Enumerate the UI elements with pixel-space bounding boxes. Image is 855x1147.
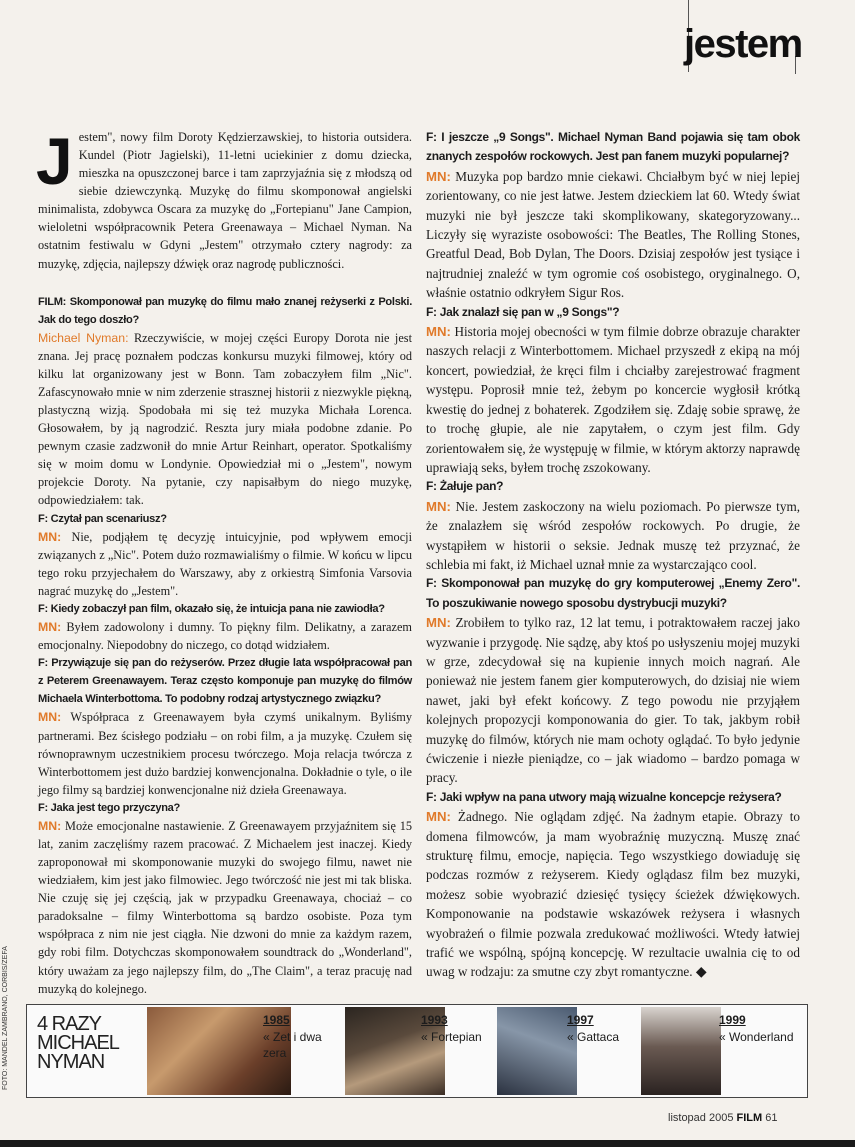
filmography-title: 4 RAZY MICHAEL NYMAN	[37, 1013, 119, 1073]
speaker-label: Michael Nyman:	[38, 330, 129, 345]
page-number: 61	[765, 1112, 778, 1124]
speaker-label: MN:	[426, 615, 451, 631]
film-title: « Zet i dwa zera	[263, 1030, 322, 1060]
bottom-rule	[0, 1140, 855, 1147]
speaker-label: MN:	[426, 809, 451, 825]
photo-credit: FOTO: MANDEL ZAMBRANO, CORBIS/ZEFA	[2, 946, 9, 1090]
answer-text: Rzeczywiście, w mojej części Europy Dorota nie jest znana. Jej pracę poznałem podczas konkursu muzyki filmowej, który od kilku lat organizowany jest w Bonn. Tam zobaczyłem film „Nic". Zafascynowało mnie w nim zderzenie strasznej historii z niezwykle piękną, plastyczną wizją. Spodobała mi się też muzyka Michała Lorenca. Głosowałem, by ją nagrodzić. Reszta jury miała podobne zdanie. Po pewnym czasie zadzwonił do mnie Artur Reinhart, operator. Spotkaliśmy się w moim domu w Londynie. Opowiedział mi o „Jestem", nowym projekcie Doroty. Na pytanie, czy napisałbym do niego muzykę, odpowiedziałem: tak.	[38, 330, 412, 508]
article-heading: jestem	[684, 22, 802, 66]
film-title: « Gattaca	[567, 1030, 620, 1044]
drop-cap: J	[36, 124, 73, 198]
article-column-right	[426, 128, 800, 983]
page-footer	[668, 1112, 778, 1124]
interview-answer	[426, 497, 800, 575]
end-diamond-icon: ◆	[695, 964, 707, 981]
film-year: 1985	[263, 1013, 290, 1027]
speaker-label: MN:	[38, 710, 62, 725]
interview-question: F: Żałuje pan?	[426, 479, 504, 494]
speaker-label: MN:	[426, 324, 451, 340]
interview-question: F: Jaki wpływ na pana utwory mają wizualne koncepcje reżysera?	[426, 789, 782, 804]
answer-text: Muzyka pop bardzo mnie ciekawi. Chciałbym być w niej lepiej zorientowany, co nie jest łatwe. Jestem dzieckiem lat 60. Wtedy świat muzyki nie był jeszcze taki skomplikowany, skategoryzowany... Liczyły się wyraziste osobowości: The Beatles, The Rolling Stones, Greatful Dead, Bob Dylan, The Doors. Dzisiaj zespołów jest tysiące i najtrudniej znaleźć w tym ogromie coś osobistego, oryginalnego. O, właśnie ostatnio odkryłem Sigur Ros.	[426, 168, 800, 301]
interview-question: F: Jak znalazł się pan w „9 Songs"?	[426, 304, 620, 319]
interview-answer	[426, 613, 800, 788]
film-year: 1993	[421, 1013, 448, 1027]
film-year: 1997	[567, 1013, 594, 1027]
answer-text: Może emocjonalne nastawienie. Z Greenawayem przyjaźnitem się 15 lat, zanim zaczęliśmy razem pracować. Z Michaelem jest inaczej. Kiedy zaproponował mi skomponowanie muzyki do swojego filmu, nawet nie wiedziałem, kim jest jako filmowiec. Jego twórczość nie jest mi tak bliska. Nie czuję się jej częścią, jak w przypadku Greenawaya, chociaż – co paradoksalne – filmy Winterbottoma są bardzo osobiste. Poza tym współpraca z nim nie jest ciągła. Nie dzwoni do mnie za każdym razem, gdy robi film. Dotychczas skomponowałem soundtrack do „Wonderland", który uważam za jego najlepszy film, do „The Claim", a teraz pracuję nad muzyką do kolejnego.	[38, 818, 412, 996]
interview-answer	[38, 708, 412, 798]
film-year: 1999	[719, 1013, 746, 1027]
speaker-label: MN:	[38, 620, 62, 635]
speaker-label: MN:	[426, 498, 451, 514]
speaker-label: MN:	[426, 168, 451, 184]
interview-answer	[38, 528, 412, 600]
interview-question: F: Jaka jest tego przyczyna?	[38, 801, 181, 814]
interview-question: FILM: Skomponował pan muzykę do filmu mało znanej reżyserki z Polski. Jak do tego doszło?	[38, 295, 412, 326]
speaker-label: MN:	[38, 818, 62, 833]
film-title: « Fortepian	[421, 1030, 482, 1044]
interview-question: F: Skomponował pan muzykę do gry komputerowej „Enemy Zero". To poszukiwanie nowego sposobu dystrybucji muzyki?	[426, 576, 800, 610]
answer-text: Zrobiłem to tylko raz, 12 lat temu, i potraktowałem raczej jako wyzwanie i przygodę. Nie sądzę, aby ktoś po usłyszeniu mojej muzyki w grze, zdecydował się na kupienie innych moich nagrań. Ale ponieważ nie jestem fanem gier komputerowych, do dzisiaj nie wiem nawet, jaki był efekt końcowy. Z tego powodu nie przyjąłem kolejnych propozycji komponowania do gier. To tak, jakbym robił muzykę do filmów, których nie mam ochoty oglądać. To było jedynie ćwiczenie i niezłe pieniądze, co – jak wiadomo – bardzo pomaga w pracy.	[426, 615, 800, 786]
answer-text: Nie. Jestem zaskoczony na wielu poziomach. Po pierwsze tym, że znalazłem się wśród zespołów rockowych. Po drugie, że wystąpiłem w historii o seksie. Jednak muszę też przyznać, że schlebia mi fakt, iż Michael uznał mnie za wystarczająco cool.	[426, 498, 800, 572]
interview-answer	[38, 618, 412, 654]
answer-text: Byłem zadowolony i dumny. To piękny film. Delikatny, a zarazem emocjonalny. Niepodobny do niczego, co dotąd widziałem.	[38, 620, 412, 653]
interview-answer	[38, 817, 412, 998]
lead-text: estem", nowy film Doroty Kędzierzawskiej, to historia outsidera. Kundel (Piotr Jagielski), 11-letni uciekinier z domu dziecka, mieszka na opuszczonej barce i tam zaprzyjaźnia się z młodszą od siebie dziewczynką. Muzykę do filmu skomponował angielski minimalista, zdobywca Oscara za muzykę do „Fortepianu" Jane Campion, wieloletni współpracownik Petera Greenawaya – Michael Nyman. Na ostatnim festiwalu w Gdyni „Jestem" otrzymało cztery nagrody: za muzykę, zdjęcia, najlepszy dźwięk oraz nagrodę publiczności.	[38, 130, 412, 271]
answer-text: Nie, podjąłem tę decyzję intuicyjnie, pod wpływem emocji związanych z „Nic". Potem dużo rozmawialiśmy o filmie. W końcu w lipcu tego roku przyjechałem do Warszawy, aby z orkiestrą Simfonia Varsovia nagrać muzykę do „Jestem".	[38, 529, 412, 598]
interview-question: F: Przywiązuje się pan do reżyserów. Przez długie lata współpracował pan z Peterem Greenawayem. Teraz często komponuje pan muzykę do filmów Michaela Winterbottoma. To podobny rodzaj artystycznego związku?	[38, 657, 412, 706]
issue-date: listopad 2005	[668, 1112, 734, 1124]
interview-question: F: Czytał pan scenariusz?	[38, 512, 167, 525]
article-column-left	[36, 124, 412, 998]
film-title: « Wonderland	[719, 1030, 794, 1044]
film-still-photo	[641, 1007, 721, 1095]
lead-paragraph	[36, 124, 412, 273]
interview-answer	[38, 329, 412, 510]
film-still-photo	[497, 1007, 577, 1095]
speaker-label: MN:	[38, 529, 62, 544]
answer-text: Żadnego. Nie oglądam zdjęć. Na żadnym etapie. Obrazy to domena filmowców, ja mam wyobraźnię muzyczną. Muszę znać strukturę filmu, emocje, napięcia. Tego wszystkiego dowiaduję się podczas rozmów z reżyserem. Kiedy oglądasz film bez muzyki, możesz sobie wyobrazić dziesięć tysięcy ścieżek dźwiękowych. Komponowanie na podstawie wskazówek reżysera i własnych wyobrażeń o filmie pozwala zredukować możliwości. Wtedy łatwiej trafić we wspólną, spójną koncepcję. W rezultacie uwalnia cię to od uwag w rodzaju: za smutne czy zbyt romantyczne.	[426, 809, 800, 980]
answer-text: Współpraca z Greenawayem była czymś unikalnym. Byliśmy partnerami. Bez ścisłego podziału – on robi film, a ja muzykę. Czułem się równoprawnym uczestnikiem procesu twórczego. Moja relacja twórcza z Winterbottomem jest dużo bardziej konwencjonalna. Dokładnie o tyle, o ile jego filmy są bardziej konwencjonalne niż dzieła Greenawaya.	[38, 710, 412, 797]
interview-answer	[426, 322, 800, 477]
answer-text: Historia mojej obecności w tym filmie dobrze obrazuje charakter naszych relacji z Winterbottomem. Michael przyszedł z ekipą na mój koncert, powiedział, że kręci film i chciałby zarejestrować fragment występu. Poprosił mnie też, żebym po koncercie wygłosił krótką kwestię do jednej z bohaterek. Zgodziłem się. Zdaję sobie sprawę, że to trochę głupie, ale nie zapytałem, o czym jest film. Gdy zorientowałem się, że występuję w filmie, w którym aktorzy naprawdę uprawiają seks, byłem trochę zszokowany.	[426, 324, 800, 475]
interview-answer	[426, 807, 800, 983]
filmography-box	[26, 1004, 808, 1098]
interview-question: F: Kiedy zobaczył pan film, okazało się, że intuicja pana nie zawiodła?	[38, 602, 385, 615]
interview-question: F: I jeszcze „9 Songs". Michael Nyman Band pojawia się tam obok znanych zespołów rockowych. Jest pan fanem muzyki popularnej?	[426, 130, 800, 164]
interview-answer	[426, 167, 800, 303]
magazine-name: FILM	[736, 1112, 763, 1124]
